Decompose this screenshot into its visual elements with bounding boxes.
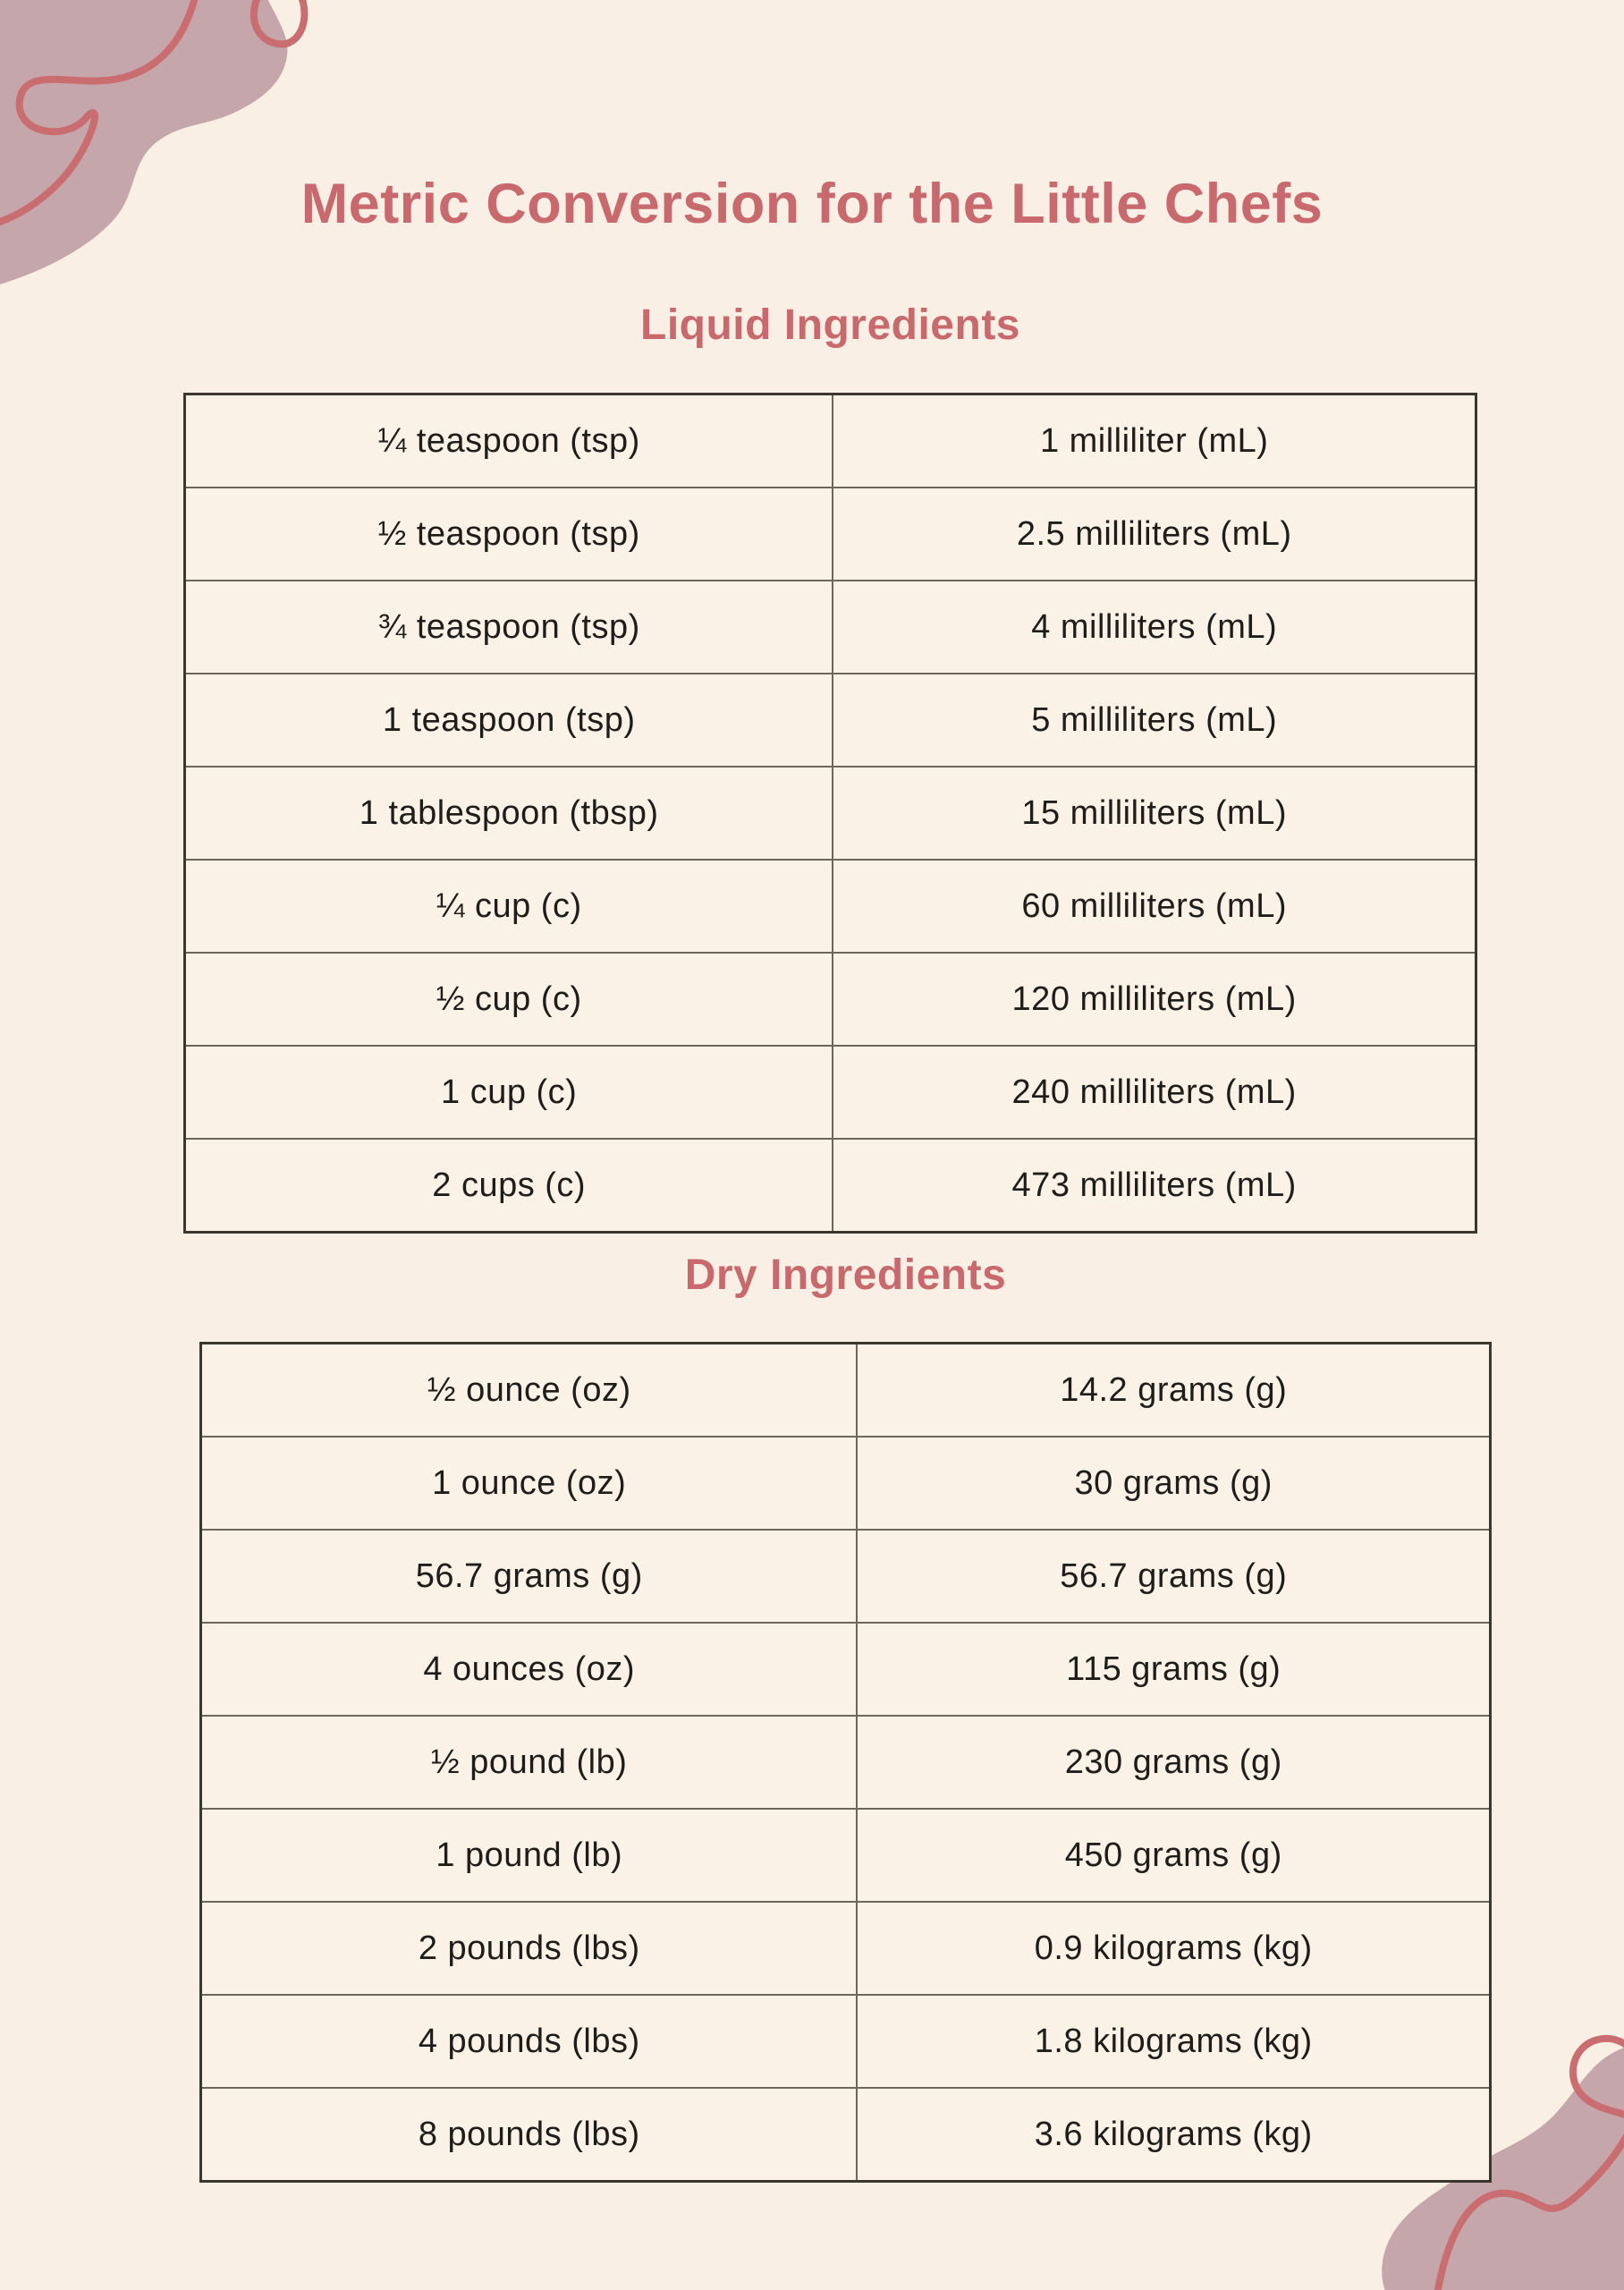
imperial-cell: 2 cups (c) xyxy=(185,1139,833,1233)
table-row xyxy=(185,488,1476,581)
table-row xyxy=(185,860,1476,953)
metric-cell: 473 milliliters (mL) xyxy=(833,1139,1476,1233)
imperial-cell: 1 pound (lb) xyxy=(201,1809,858,1902)
table-row xyxy=(185,767,1476,860)
metric-cell: 56.7 grams (g) xyxy=(857,1530,1490,1623)
section-heading-liquid: Liquid Ingredients xyxy=(640,301,1020,349)
table-row xyxy=(201,2088,1491,2182)
imperial-cell: ¼ teaspoon (tsp) xyxy=(185,394,833,488)
imperial-cell: ¼ cup (c) xyxy=(185,860,833,953)
metric-cell: 60 milliliters (mL) xyxy=(833,860,1476,953)
table-row xyxy=(185,1139,1476,1233)
metric-cell: 14.2 grams (g) xyxy=(857,1344,1490,1438)
metric-cell: 3.6 kilograms (kg) xyxy=(857,2088,1490,2182)
table-row xyxy=(185,581,1476,674)
imperial-cell: 8 pounds (lbs) xyxy=(201,2088,858,2182)
metric-cell: 1.8 kilograms (kg) xyxy=(857,1995,1490,2088)
metric-cell: 115 grams (g) xyxy=(857,1623,1490,1716)
table-row xyxy=(201,1344,1491,1438)
imperial-cell: ½ teaspoon (tsp) xyxy=(185,488,833,581)
imperial-cell: 4 pounds (lbs) xyxy=(201,1995,858,2088)
imperial-cell: ¾ teaspoon (tsp) xyxy=(185,581,833,674)
imperial-cell: 56.7 grams (g) xyxy=(201,1530,858,1623)
imperial-cell: ½ pound (lb) xyxy=(201,1716,858,1809)
table-row xyxy=(201,1623,1491,1716)
table-row xyxy=(185,674,1476,767)
metric-cell: 4 milliliters (mL) xyxy=(833,581,1476,674)
table-row xyxy=(201,1809,1491,1902)
table-row xyxy=(201,1902,1491,1995)
table-row xyxy=(201,1995,1491,2088)
table-row xyxy=(185,394,1476,488)
metric-cell: 120 milliliters (mL) xyxy=(833,953,1476,1046)
metric-cell: 2.5 milliliters (mL) xyxy=(833,488,1476,581)
imperial-cell: 1 teaspoon (tsp) xyxy=(185,674,833,767)
imperial-cell: 2 pounds (lbs) xyxy=(201,1902,858,1995)
metric-cell: 450 grams (g) xyxy=(857,1809,1490,1902)
table-row xyxy=(185,953,1476,1046)
imperial-cell: ½ ounce (oz) xyxy=(201,1344,858,1438)
top-left-blob-icon xyxy=(0,0,287,285)
table-row xyxy=(201,1530,1491,1623)
table-row xyxy=(201,1716,1491,1809)
table-row xyxy=(201,1437,1491,1530)
metric-cell: 30 grams (g) xyxy=(857,1437,1490,1530)
imperial-cell: 1 tablespoon (tbsp) xyxy=(185,767,833,860)
metric-cell: 230 grams (g) xyxy=(857,1716,1490,1809)
dry-ingredients-table xyxy=(199,1342,1492,2183)
metric-cell: 5 milliliters (mL) xyxy=(833,674,1476,767)
metric-cell: 0.9 kilograms (kg) xyxy=(857,1902,1490,1995)
imperial-cell: ½ cup (c) xyxy=(185,953,833,1046)
metric-cell: 240 milliliters (mL) xyxy=(833,1046,1476,1139)
section-heading-dry: Dry Ingredients xyxy=(684,1251,1007,1299)
liquid-ingredients-table xyxy=(183,393,1477,1234)
metric-cell: 1 milliliter (mL) xyxy=(833,394,1476,488)
imperial-cell: 1 ounce (oz) xyxy=(201,1437,858,1530)
page-title: Metric Conversion for the Little Chefs xyxy=(300,173,1324,235)
imperial-cell: 4 ounces (oz) xyxy=(201,1623,858,1716)
metric-cell: 15 milliliters (mL) xyxy=(833,767,1476,860)
table-row xyxy=(185,1046,1476,1139)
imperial-cell: 1 cup (c) xyxy=(185,1046,833,1139)
